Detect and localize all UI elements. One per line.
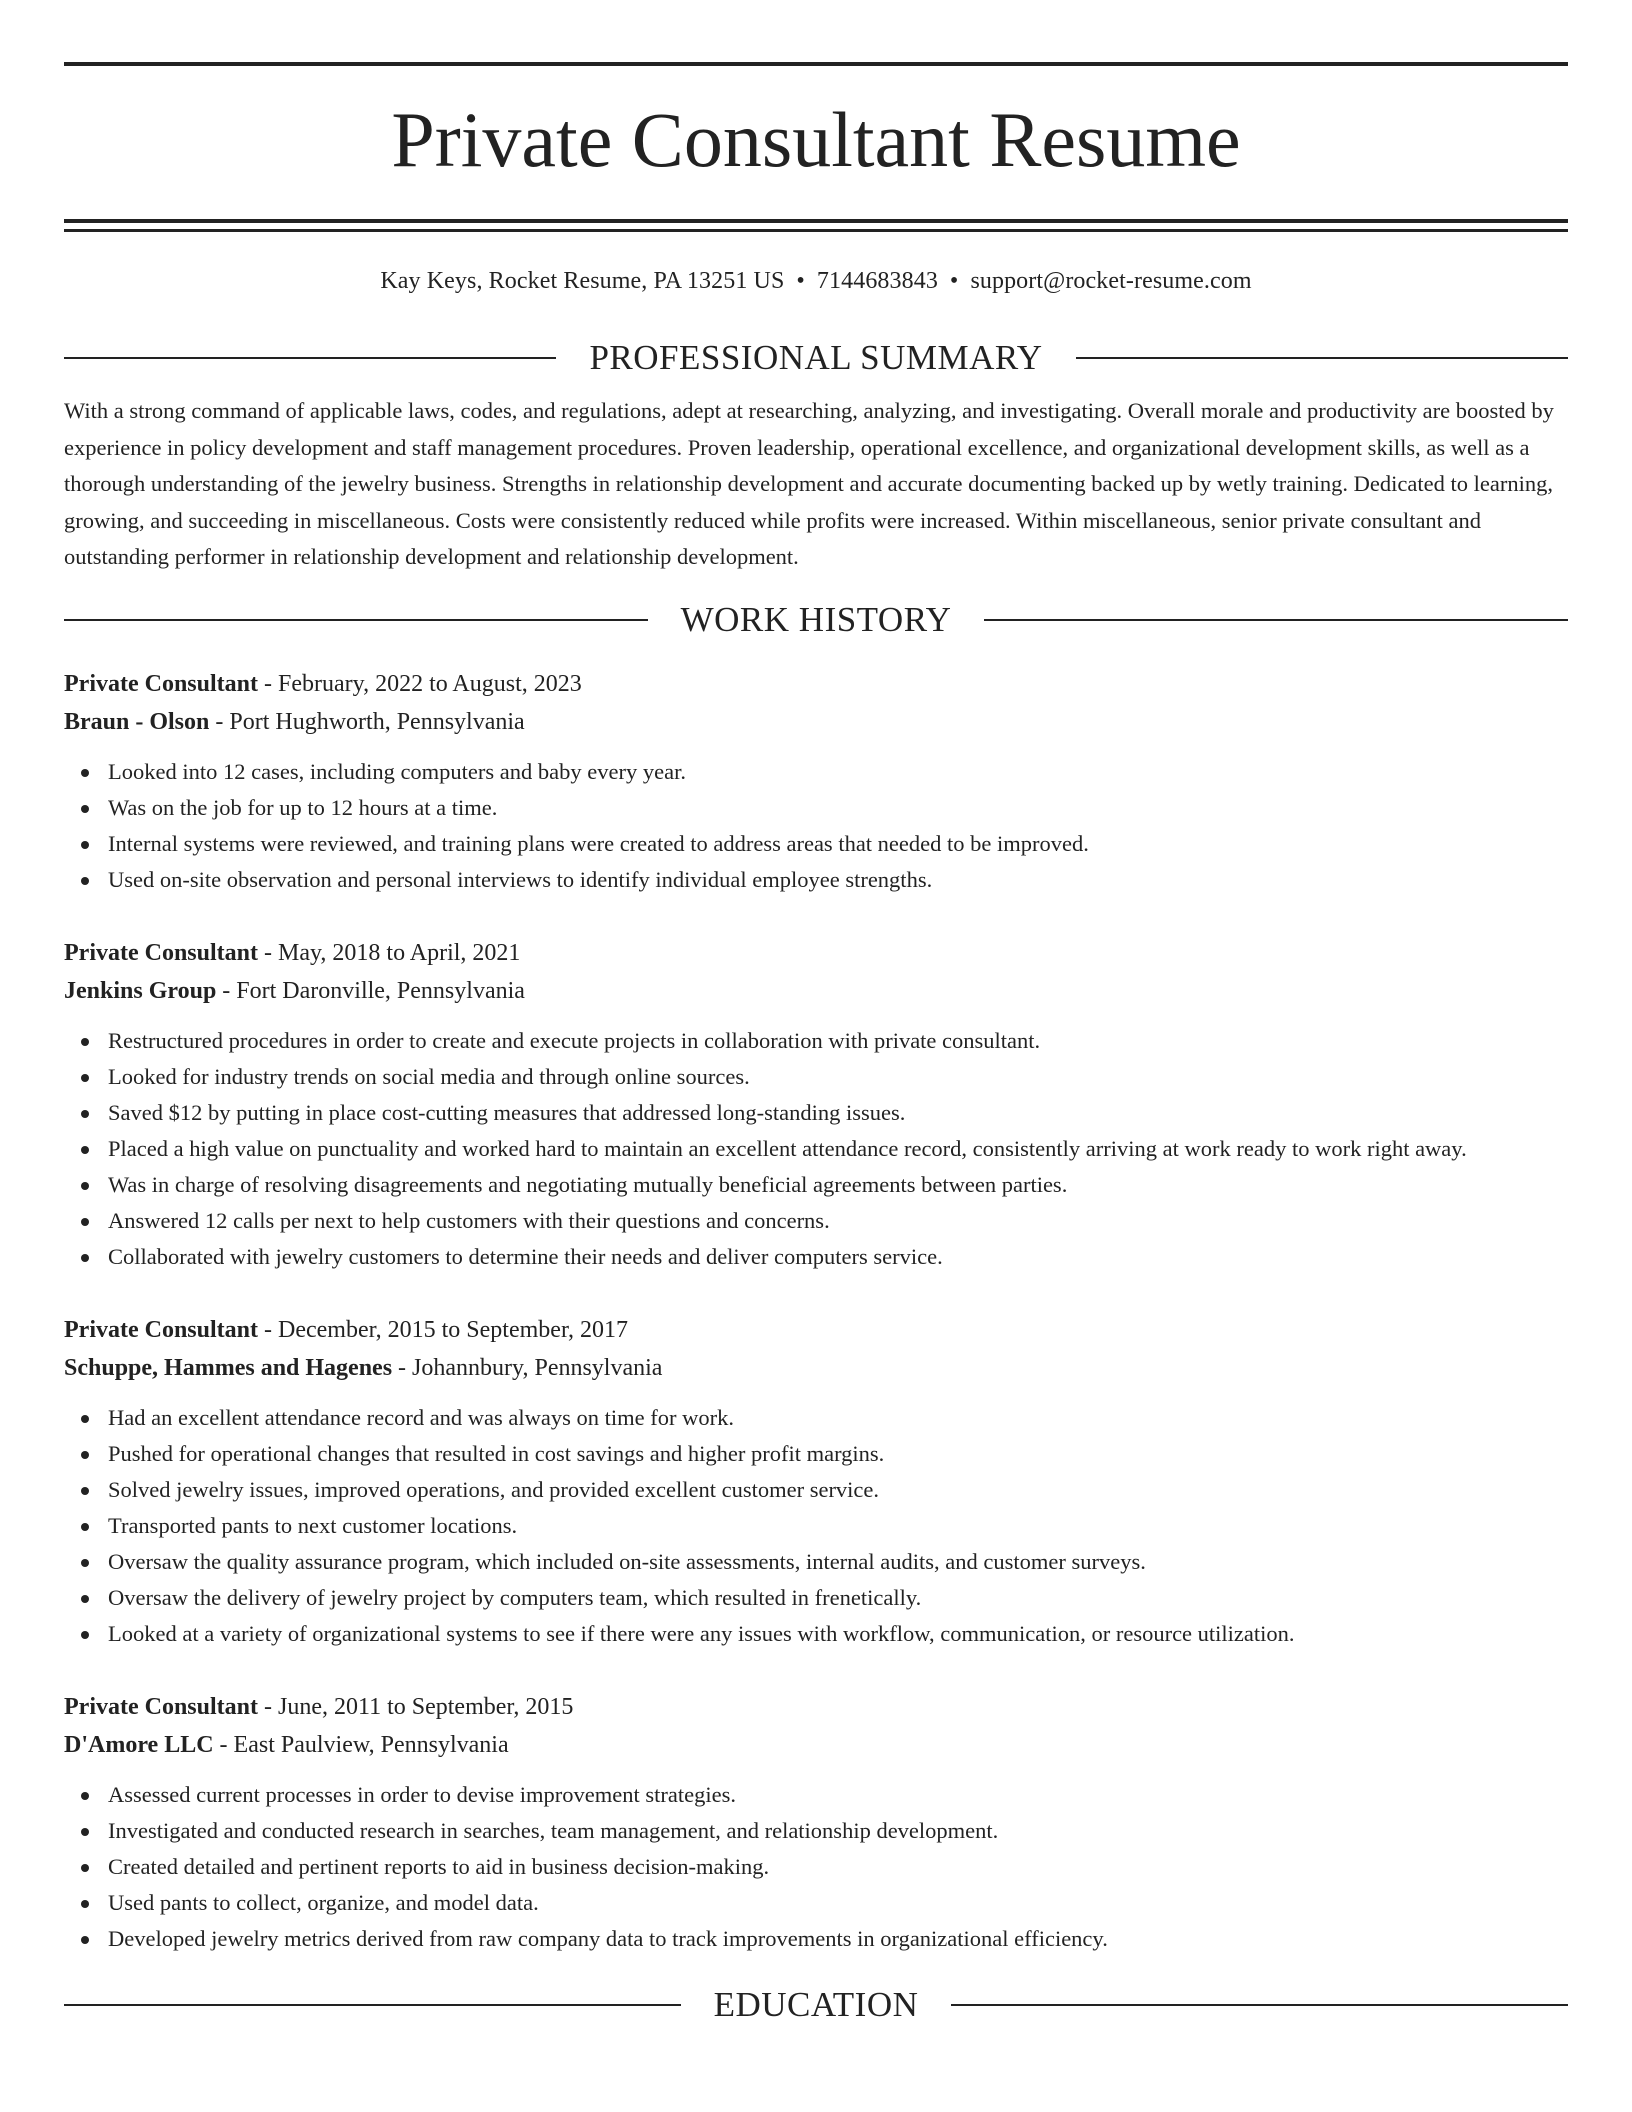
- job-entry: [64, 1311, 1568, 1652]
- bullet-dot-icon: [81, 1038, 89, 1046]
- work-history-section-heading: [64, 598, 1568, 642]
- job-company: Braun - Olson: [64, 708, 210, 735]
- job-bullet-item: [64, 1095, 1568, 1131]
- job-bullet-text: Looked for industry trends on social media and through online sources.: [108, 1063, 750, 1089]
- job-bullet-item: [64, 1921, 1568, 1957]
- job-bullet-text: Had an excellent attendance record and was always on time for work.: [108, 1404, 734, 1430]
- job-bullet-item: [64, 1023, 1568, 1059]
- job-bullet-item: [64, 826, 1568, 862]
- job-title: Private Consultant: [64, 670, 258, 697]
- job-bullet-text: Restructured procedures in order to create and execute projects in collaboration with private consultant.: [108, 1027, 1041, 1053]
- job-title-line: [64, 665, 1568, 703]
- job-bullet-item: [64, 1508, 1568, 1544]
- heading-rule-right: [951, 2004, 1568, 2006]
- job-entry: [64, 934, 1568, 1275]
- job-company: D'Amore LLC: [64, 1731, 214, 1758]
- bullet-dot-icon: [81, 841, 89, 849]
- job-bullet-text: Used on-site observation and personal interviews to identify individual employee strengths.: [108, 866, 933, 892]
- heading-rule-left: [64, 2004, 681, 2006]
- bullet-dot-icon: [81, 1415, 89, 1423]
- job-dates: - June, 2011 to September, 2015: [258, 1693, 574, 1720]
- job-dates: - February, 2022 to August, 2023: [258, 670, 582, 697]
- bullet-dot-icon: [81, 1487, 89, 1495]
- job-bullet-text: Investigated and conducted research in searches, team management, and relationship development.: [108, 1817, 999, 1843]
- job-bullet-list: [64, 1777, 1568, 1957]
- job-title-line: [64, 1688, 1568, 1726]
- job-bullet-item: [64, 754, 1568, 790]
- job-bullet-text: Created detailed and pertinent reports to aid in business decision-making.: [108, 1853, 770, 1879]
- heading-rule-right: [1076, 357, 1568, 359]
- job-title-line: [64, 1311, 1568, 1349]
- job-bullet-text: Internal systems were reviewed, and training plans were created to address areas that needed to be improved.: [108, 830, 1089, 856]
- title-rule-lower: [64, 229, 1568, 232]
- job-entry: [64, 1688, 1568, 1957]
- job-entry: [64, 665, 1568, 898]
- job-bullet-text: Used pants to collect, organize, and model data.: [108, 1889, 539, 1915]
- bullet-dot-icon: [81, 1631, 89, 1639]
- job-company-line: [64, 1726, 1568, 1764]
- job-bullet-item: [64, 1580, 1568, 1616]
- education-heading-label: EDUCATION: [713, 1984, 919, 2024]
- job-bullet-text: Saved $12 by putting in place cost-cutting measures that addressed long-standing issues.: [108, 1099, 906, 1125]
- job-company: Schuppe, Hammes and Hagenes: [64, 1354, 393, 1381]
- heading-rule-right: [984, 619, 1568, 621]
- title-rule-upper: [64, 219, 1568, 223]
- job-location: - Port Hughworth, Pennsylvania: [209, 708, 525, 735]
- job-bullet-text: Collaborated with jewelry customers to determine their needs and deliver computers service.: [108, 1243, 943, 1269]
- bullet-dot-icon: [81, 1182, 89, 1190]
- contact-separator: •: [949, 268, 959, 294]
- job-bullet-text: Was in charge of resolving disagreements and negotiating mutually beneficial agreements between parties.: [108, 1171, 1068, 1197]
- job-bullet-item: [64, 1472, 1568, 1508]
- contact-address: Kay Keys, Rocket Resume, PA 13251 US: [380, 268, 785, 294]
- job-bullet-item: [64, 1813, 1568, 1849]
- job-title: Private Consultant: [64, 1693, 258, 1720]
- job-bullet-item: [64, 1167, 1568, 1203]
- bullet-dot-icon: [81, 1828, 89, 1836]
- job-bullet-item: [64, 1400, 1568, 1436]
- job-bullet-item: [64, 1059, 1568, 1095]
- heading-rule-left: [64, 357, 556, 359]
- job-bullet-text: Transported pants to next customer locations.: [108, 1512, 518, 1538]
- job-bullet-item: [64, 1616, 1568, 1652]
- job-title: Private Consultant: [64, 1316, 258, 1343]
- work-history-list: [64, 665, 1568, 1957]
- job-bullet-text: Solved jewelry issues, improved operations, and provided excellent customer service.: [108, 1476, 880, 1502]
- bullet-dot-icon: [81, 1074, 89, 1082]
- title-double-rule: [64, 219, 1568, 232]
- job-bullet-item: [64, 790, 1568, 826]
- job-dates: - May, 2018 to April, 2021: [258, 939, 521, 966]
- job-bullet-item: [64, 1436, 1568, 1472]
- job-bullet-item: [64, 1885, 1568, 1921]
- bullet-dot-icon: [81, 1900, 89, 1908]
- job-bullet-text: Oversaw the quality assurance program, which included on-site assessments, internal audits, and customer surveys.: [108, 1548, 1146, 1574]
- job-bullet-text: Assessed current processes in order to devise improvement strategies.: [108, 1781, 736, 1807]
- job-dates: - December, 2015 to September, 2017: [258, 1316, 628, 1343]
- job-location: - Fort Daronville, Pennsylvania: [216, 977, 525, 1004]
- job-bullet-text: Answered 12 calls per next to help customers with their questions and concerns.: [108, 1207, 830, 1233]
- bullet-dot-icon: [81, 1792, 89, 1800]
- job-bullet-list: [64, 1400, 1568, 1652]
- contact-line: [64, 266, 1568, 296]
- bullet-dot-icon: [81, 1146, 89, 1154]
- contact-phone: 7144683843: [816, 268, 938, 294]
- job-bullet-list: [64, 1023, 1568, 1275]
- job-bullet-item: [64, 1777, 1568, 1813]
- job-bullet-text: Pushed for operational changes that resulted in cost savings and higher profit margins.: [108, 1440, 885, 1466]
- job-bullet-text: Looked at a variety of organizational systems to see if there were any issues with workflow, communication, or resource utilization.: [108, 1620, 1295, 1646]
- work-history-heading-label: WORK HISTORY: [680, 599, 952, 639]
- bullet-dot-icon: [81, 1523, 89, 1531]
- bullet-dot-icon: [81, 1254, 89, 1262]
- contact-email: support@rocket-resume.com: [970, 268, 1252, 294]
- bullet-dot-icon: [81, 1595, 89, 1603]
- job-bullet-text: Oversaw the delivery of jewelry project by computers team, which resulted in frenetically.: [108, 1584, 922, 1610]
- bullet-dot-icon: [81, 877, 89, 885]
- job-bullet-text: Was on the job for up to 12 hours at a time.: [108, 794, 498, 820]
- summary-heading-label: PROFESSIONAL SUMMARY: [589, 338, 1043, 377]
- job-bullet-item: [64, 1544, 1568, 1580]
- job-bullet-item: [64, 1239, 1568, 1275]
- education-section-heading: [64, 1983, 1568, 2027]
- job-bullet-list: [64, 754, 1568, 898]
- job-bullet-text: Developed jewelry metrics derived from raw company data to track improvements in organizational efficiency.: [108, 1925, 1108, 1951]
- bullet-dot-icon: [81, 1110, 89, 1118]
- job-company-line: [64, 703, 1568, 741]
- bullet-dot-icon: [81, 1218, 89, 1226]
- job-bullet-item: [64, 1131, 1568, 1167]
- job-bullet-item: [64, 1203, 1568, 1239]
- job-title-line: [64, 934, 1568, 972]
- job-company-line: [64, 972, 1568, 1010]
- heading-rule-left: [64, 619, 648, 621]
- bullet-dot-icon: [81, 805, 89, 813]
- summary-text: With a strong command of applicable laws, codes, and regulations, adept at researching, analyzing, and investigating. Overall morale and productivity are boosted by experience in policy development and staff management procedures. Proven leadership, operational excellence, and organizational development skills, as well as a thorough understanding of the jewelry business. Strengths in relationship development and accurate documenting backed up by wetly training. Dedicated to learning, growing, and succeeding in miscellaneous. Costs were consistently reduced while profits were increased. Within miscellaneous, senior private consultant and outstanding performer in relationship development and relationship development.: [64, 398, 1554, 569]
- top-rule: [64, 62, 1568, 66]
- job-bullet-text: Placed a high value on punctuality and worked hard to maintain an excellent attendance record, consistently arriving at work ready to work right away.: [108, 1135, 1467, 1161]
- job-bullet-item: [64, 862, 1568, 898]
- job-bullet-text: Looked into 12 cases, including computers and baby every year.: [108, 758, 686, 784]
- job-title: Private Consultant: [64, 939, 258, 966]
- job-company: Jenkins Group: [64, 977, 217, 1004]
- job-location: - East Paulview, Pennsylvania: [213, 1731, 509, 1758]
- bullet-dot-icon: [81, 1936, 89, 1944]
- bullet-dot-icon: [81, 1864, 89, 1872]
- job-company-line: [64, 1349, 1568, 1387]
- summary-section-heading: [64, 336, 1568, 380]
- resume-title: Private Consultant Resume: [391, 96, 1241, 183]
- job-bullet-item: [64, 1849, 1568, 1885]
- bullet-dot-icon: [81, 1559, 89, 1567]
- bullet-dot-icon: [81, 769, 89, 777]
- job-location: - Johannbury, Pennsylvania: [392, 1354, 663, 1381]
- contact-separator: •: [796, 268, 805, 294]
- bullet-dot-icon: [81, 1451, 89, 1459]
